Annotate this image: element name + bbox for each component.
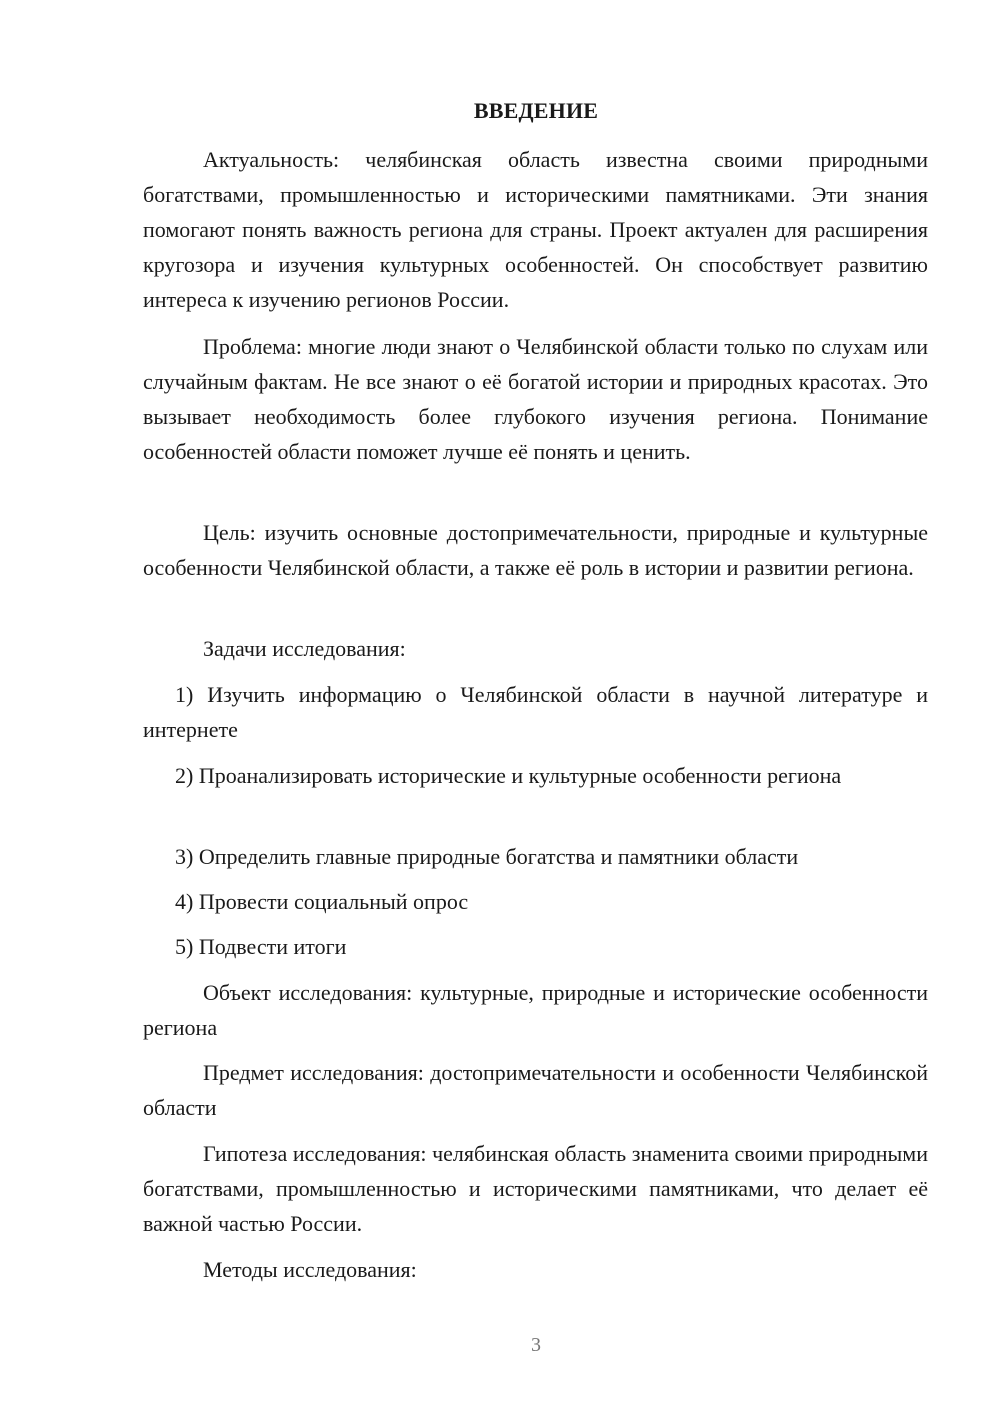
paragraph-problem: Проблема: многие люди знают о Челябинской области только по слухам или случайным фактам. Не все знают о её богатой истории и природных красотах. Это вызывает необходимость более глубокого изучения региона. Понимание особенностей области поможет лучше её понять и ценить. [143,334,928,464]
paragraph-subject: Предмет исследования: достопримечательности и особенности Челябинской области [143,1060,928,1120]
page-title: ВВЕДЕНИЕ [473,98,599,123]
paragraph-hypothesis: Гипотеза исследования: челябинская область знаменита своими природными богатствами, промышленностью и историческими памятниками, что делает её важной частью России. [143,1141,928,1236]
tasks-heading: Задачи исследования: [203,636,406,661]
task-item-3: 3) Определить главные природные богатства и памятники области [175,844,799,869]
paragraph-goal: Цель: изучить основные достопримечательности, природные и культурные особенности Челябинской области, а также её роль в истории и развитии региона. [143,520,928,580]
task-item-1: 1) Изучить информацию о Челябинской области в научной литературе и интернете [143,682,928,742]
task-item-2: 2) Проанализировать исторические и культурные особенности региона [175,763,842,788]
paragraph-relevance: Актуальность: челябинская область известна своими природными богатствами, промышленностью и историческими памятниками. Эти знания помогают понять важность региона для страны. Проект актуален для расширения кругозора и изучения культурных особенностей. Он способствует развитию интереса к изучению регионов России. [143,147,928,312]
paragraph-object: Объект исследования: культурные, природные и исторические особенности региона [143,980,928,1040]
page-number: 3 [531,1334,541,1356]
task-item-4: 4) Провести социальный опрос [175,889,469,914]
methods-heading: Методы исследования: [203,1257,417,1282]
task-item-5: 5) Подвести итоги [175,934,347,959]
